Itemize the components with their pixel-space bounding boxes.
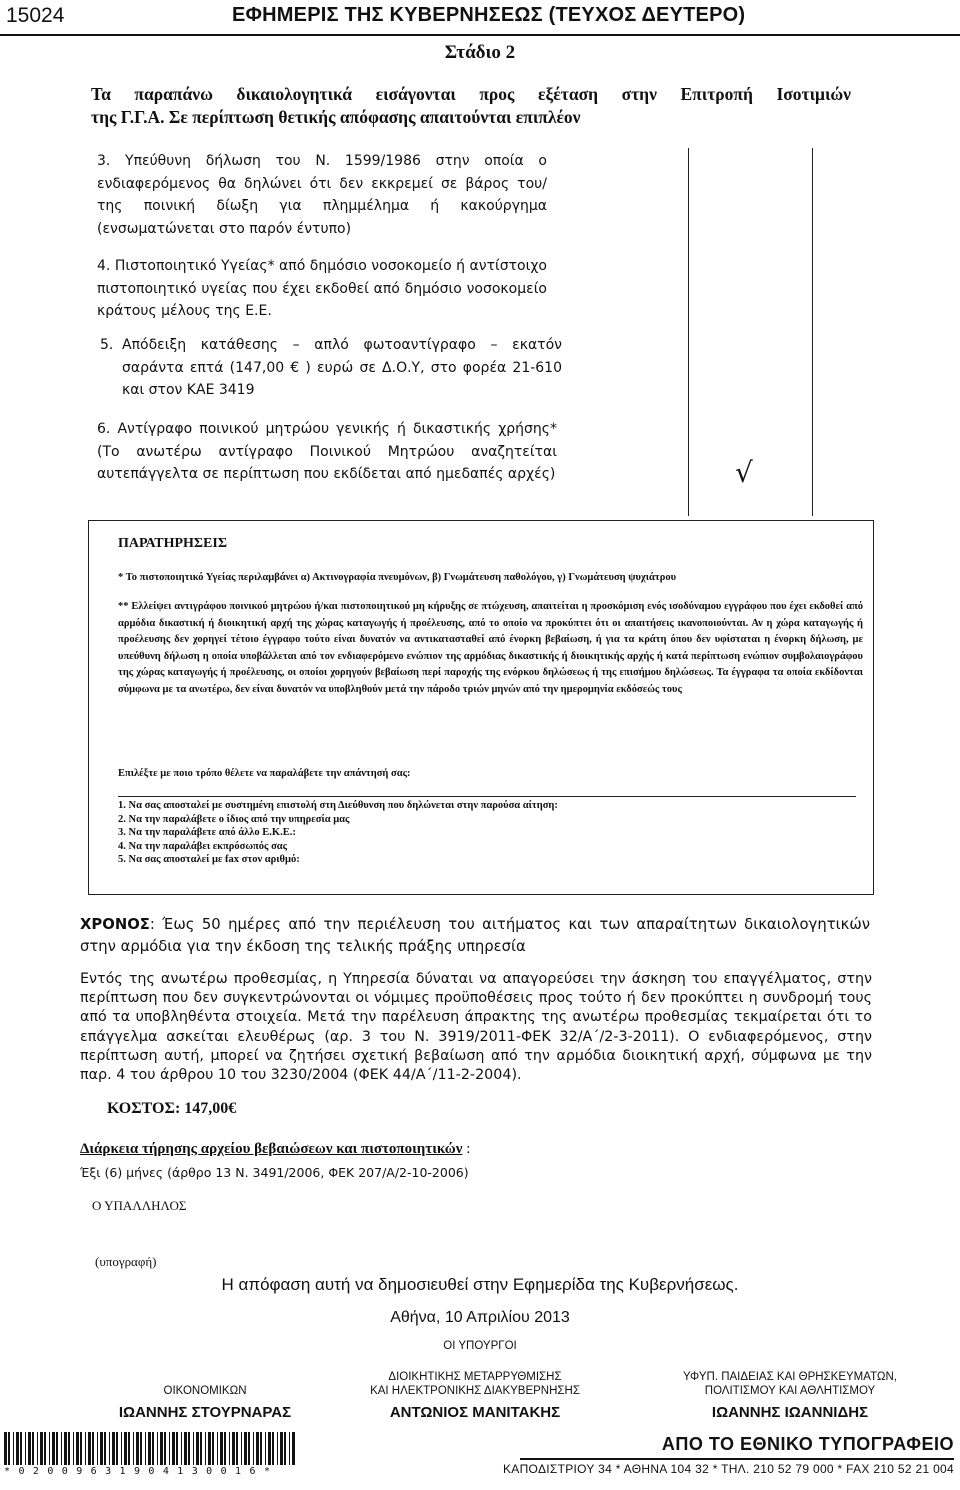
delivery-prompt: Επιλέξτε με ποιο τρόπο θέλετε να παραλάβετε την απάντησή σας: — [118, 768, 411, 779]
printer-name: ΑΠΟ ΤΟ ΕΘΝΙΚΟ ΤΥΠΟΓΡΑΦΕΙΟ — [661, 1434, 954, 1454]
delivery-options — [118, 799, 858, 867]
minister-2-title-line-1: ΔΙΟΙΚΗΤΙΚΗΣ ΜΕΤΑΡΡΥΘΜΙΣΗΣ — [388, 1371, 562, 1383]
time-section — [80, 914, 870, 958]
signing-date: Αθήνα, 10 Απριλίου 2013 — [390, 1309, 570, 1326]
delivery-divider — [118, 796, 856, 797]
item-4: 4. Πιστοποιητικό Υγείας* από δημόσιο νοσοκομείο ή αντίστοιχο πιστοποιητικό υγείας που έχει εκδοθεί από δημόσιο νοσοκομείο κράτους μέλους της Ε.Ε. — [97, 258, 547, 319]
signature-label: (υπογραφή) — [95, 1254, 157, 1269]
printer-divider — [520, 1458, 954, 1460]
retention-label: Διάρκεια τήρησης αρχείου βεβαιώσεων και πιστοποιητικών — [80, 1141, 463, 1157]
delivery-option-1[interactable]: 1. Να σας αποσταλεί με συστημένη επιστολή στη Διεύθυνση που δηλώνεται στην παρούσα αίτηση: — [118, 800, 558, 811]
item-3: 3. Υπεύθυνη δήλωση του Ν. 1599/1986 στην οποία ο ενδιαφερόμενος θα δηλώνει ότι δεν εκκρεμεί σε βάρος του/ της ποινική δίωξη για πλημμέλημα ή κακούργημα (ενσωματώνεται στο παρόν έντυπο) — [97, 153, 547, 237]
retention — [80, 1141, 470, 1158]
delivery-option-4[interactable]: 4. Να την παραλάβει εκπρόσωπός σας — [118, 840, 288, 852]
minister-3-name: ΙΩΑΝΝΗΣ ΙΩΑΝΝΙΔΗΣ — [711, 1404, 869, 1421]
delivery-option-2[interactable]: 2. Να την παραλάβετε ο ίδιος από την υπηρεσία μας — [118, 813, 350, 825]
minister-3-title-line-2: ΠΟΛΙΤΙΣΜΟΥ ΚΑΙ ΑΘΛΗΤΙΣΜΟΥ — [704, 1385, 876, 1397]
retention-suffix: : — [462, 1141, 471, 1157]
intro-line-2: της Γ.Γ.Α. Σε περίπτωση θετικής απόφασης απαιτούνται επιπλέον — [91, 107, 581, 127]
cost: ΚΟΣΤΟΣ: 147,00€ — [107, 1100, 237, 1117]
time-paragraph: Εντός της ανωτέρω προθεσμίας, η Υπηρεσία δύναται να απαγορεύσει την άσκηση του επαγγέλματος, στην περίπτωση που δεν συγκεντρώνονται οι νόμιμες προϋποθέσεις προς τούτο ή δεν προκύπτει η συνδρομή τους από τα υποβληθέντα στοιχεία. Μετά την παρέλευση άπρακτης της ανωτέρω προθεσμίας τεκμαίρεται ότι το επάγγελμα ασκείται ελευθέρως (αρ. 3 του Ν. 3919/2011-ΦΕΚ 32/Α΄/2-3-2011). Ο ενδιαφερόμενος, στην περίπτωση αυτή, μπορεί να ζητήσει σχετική βεβαίωση από την αρμόδια διοικητική αρχή, σύμφωνα με την παρ. 4 του άρθρου 10 του 3230/2004 (ΦΕΚ 44/Α΄/11-2-2004). — [80, 971, 872, 1084]
header-divider — [0, 34, 960, 36]
minister-1-title — [100, 1370, 310, 1398]
minister-2-title — [340, 1370, 610, 1398]
check-mark-icon: √ — [735, 456, 753, 489]
stage-title: Στάδιο 2 — [444, 42, 516, 63]
minister-3-title — [650, 1370, 930, 1398]
remarks-title: ΠΑΡΑΤΗΡΗΣΕΙΣ — [118, 536, 228, 551]
delivery-option-5[interactable]: 5. Να σας αποσταλεί με fax στον αριθμό: — [118, 854, 300, 865]
printer-address: ΚΑΠΟΔΙΣΤΡΙΟΥ 34 * ΑΘΗΝΑ 104 32 * ΤΗΛ. 210 52 79 000 * FAX 210 52 21 004 — [502, 1462, 954, 1476]
time-label: ΧΡΟΝΟΣ — [80, 916, 150, 933]
minister-3-title-line-1: ΥΦΥΠ. ΠΑΙΔΕΙΑΣ ΚΑΙ ΘΡΗΣΚΕΥΜΑΤΩΝ, — [683, 1371, 897, 1383]
gazette-title: ΕΦΗΜΕΡΙΣ ΤΗΣ ΚΥΒΕΡΝΗΣΕΩΣ (ΤΕΥΧΟΣ ΔΕΥΤΕΡΟ) — [232, 4, 746, 26]
item-6: 6. Αντίγραφο ποινικού μητρώου γενικής ή δικαστικής χρήσης* (Το ανωτέρω αντίγραφο Ποινικού Μητρώου αναζητείται αυτεπάγγελτα σε περίπτωση που εκδίδεται από ημεδαπές αρχές) — [97, 421, 557, 482]
ministers-heading: ΟΙ ΥΠΟΥΡΓΟΙ — [443, 1340, 517, 1352]
minister-1-title-line-2: ΟΙΚΟΝΟΜΙΚΩΝ — [163, 1385, 247, 1397]
retention-value: Έξι (6) μήνες (άρθρο 13 Ν. 3491/2006, ΦΕΚ 207/Α/2-10-2006) — [80, 1165, 469, 1180]
stage-intro — [91, 83, 851, 129]
minister-1-name: ΙΩΑΝΝΗΣ ΣΤΟΥΡΝΑΡΑΣ — [118, 1404, 292, 1421]
minister-2-name: ΑΝΤΩΝΙΟΣ ΜΑΝΙΤΑΚΗΣ — [389, 1404, 561, 1421]
item-5-number: 5. — [100, 337, 114, 353]
publication-line: Η απόφαση αυτή να δημοσιευθεί στην Εφημερίδα της Κυβερνήσεως. — [221, 1275, 739, 1294]
remarks-note-1: * Το πιστοποιητικό Υγείας περιλαμβάνει α) Ακτινογραφία πνευμόνων, β) Γνωμάτευση παθολόγου, γ) Γνωμάτευση ψυχιάτρου — [118, 572, 677, 583]
minister-1-title-line-1 — [100, 1370, 310, 1384]
remarks-note-2: ** Ελλείψει αντιγράφου ποινικού μητρώου ή/και πιστοποιητικού μη κήρυξης σε πτώχευση, απαιτείται η προσκόμιση ενός ισοδύναμου εγγράφου που έχει εκδοθεί από αρμόδια δικαστική ή διοικητική αρχή της χώρας καταγωγής ή προέλευσης, από το οποίο να προκύπτει ότι οι απαιτήσεις ικανοποιούνται. Αν η χώρα καταγωγής ή προέλευσης δεν χορηγεί τέτοιο έγγραφο τούτο είναι δυνατόν να αντικατασταθεί από ένορκη βεβαίωση, ή για τα κράτη όπου δεν υφίσταται η ένορκη δήλωση, με υπεύθυνη δήλωση η οποία υποβάλλεται από τον ενδιαφερόμενο ενώπιον της αρμόδιας δικαστικής ή διοικητικής αρχής ή κατά περίπτωση ενώπιον συμβολαιογράφου της χώρας καταγωγής ή προέλευσης, οι οποίοι χορηγούν βεβαίωση περί παροχής της ενόρκου δηλώσεως ή της επισήμου δηλώσεως. Τα έγγραφα τα οποία εκδίδονται σύμφωνα με τα ανωτέρω, δεν είναι δυνατόν να υποβληθούν μετά την πάροδο τριών μηνών από την ημερομηνία εκδόσεώς τους — [118, 601, 863, 695]
page-number: 15024 — [6, 4, 65, 27]
minister-2-title-line-2: ΚΑΙ ΗΛΕΚΤΡΟΝΙΚΗΣ ΔΙΑΚΥΒΕΡΝΗΣΗΣ — [370, 1385, 580, 1397]
delivery-option-3[interactable]: 3. Να την παραλάβετε από άλλο Ε.Κ.Ε.: — [118, 827, 296, 838]
time-text: : Έως 50 ημέρες από την περιέλευση του αιτήματος και των απαραίτητων δικαιολογητικών στην αρμόδια για την έκδοση της τελικής πράξης υπηρεσία — [80, 916, 870, 955]
barcode-text: * 0 2 0 0 9 6 3 1 9 0 4 1 3 0 0 1 6 * — [4, 1466, 298, 1477]
official-title: Ο ΥΠΑΛΛΗΛΟΣ — [92, 1198, 187, 1213]
intro-line-1: Τα παραπάνω δικαιολογητικά εισάγονται προς εξέταση στην Επιτροπή Ισοτιμιών — [91, 84, 851, 104]
item-5: Απόδειξη κατάθεσης – απλό φωτοαντίγραφο – εκατόν σαράντα επτά (147,00 € ) ευρώ σε Δ.Ο.Υ, στο φορέα 21-610 και στον ΚΑΕ 3419 — [122, 337, 562, 398]
